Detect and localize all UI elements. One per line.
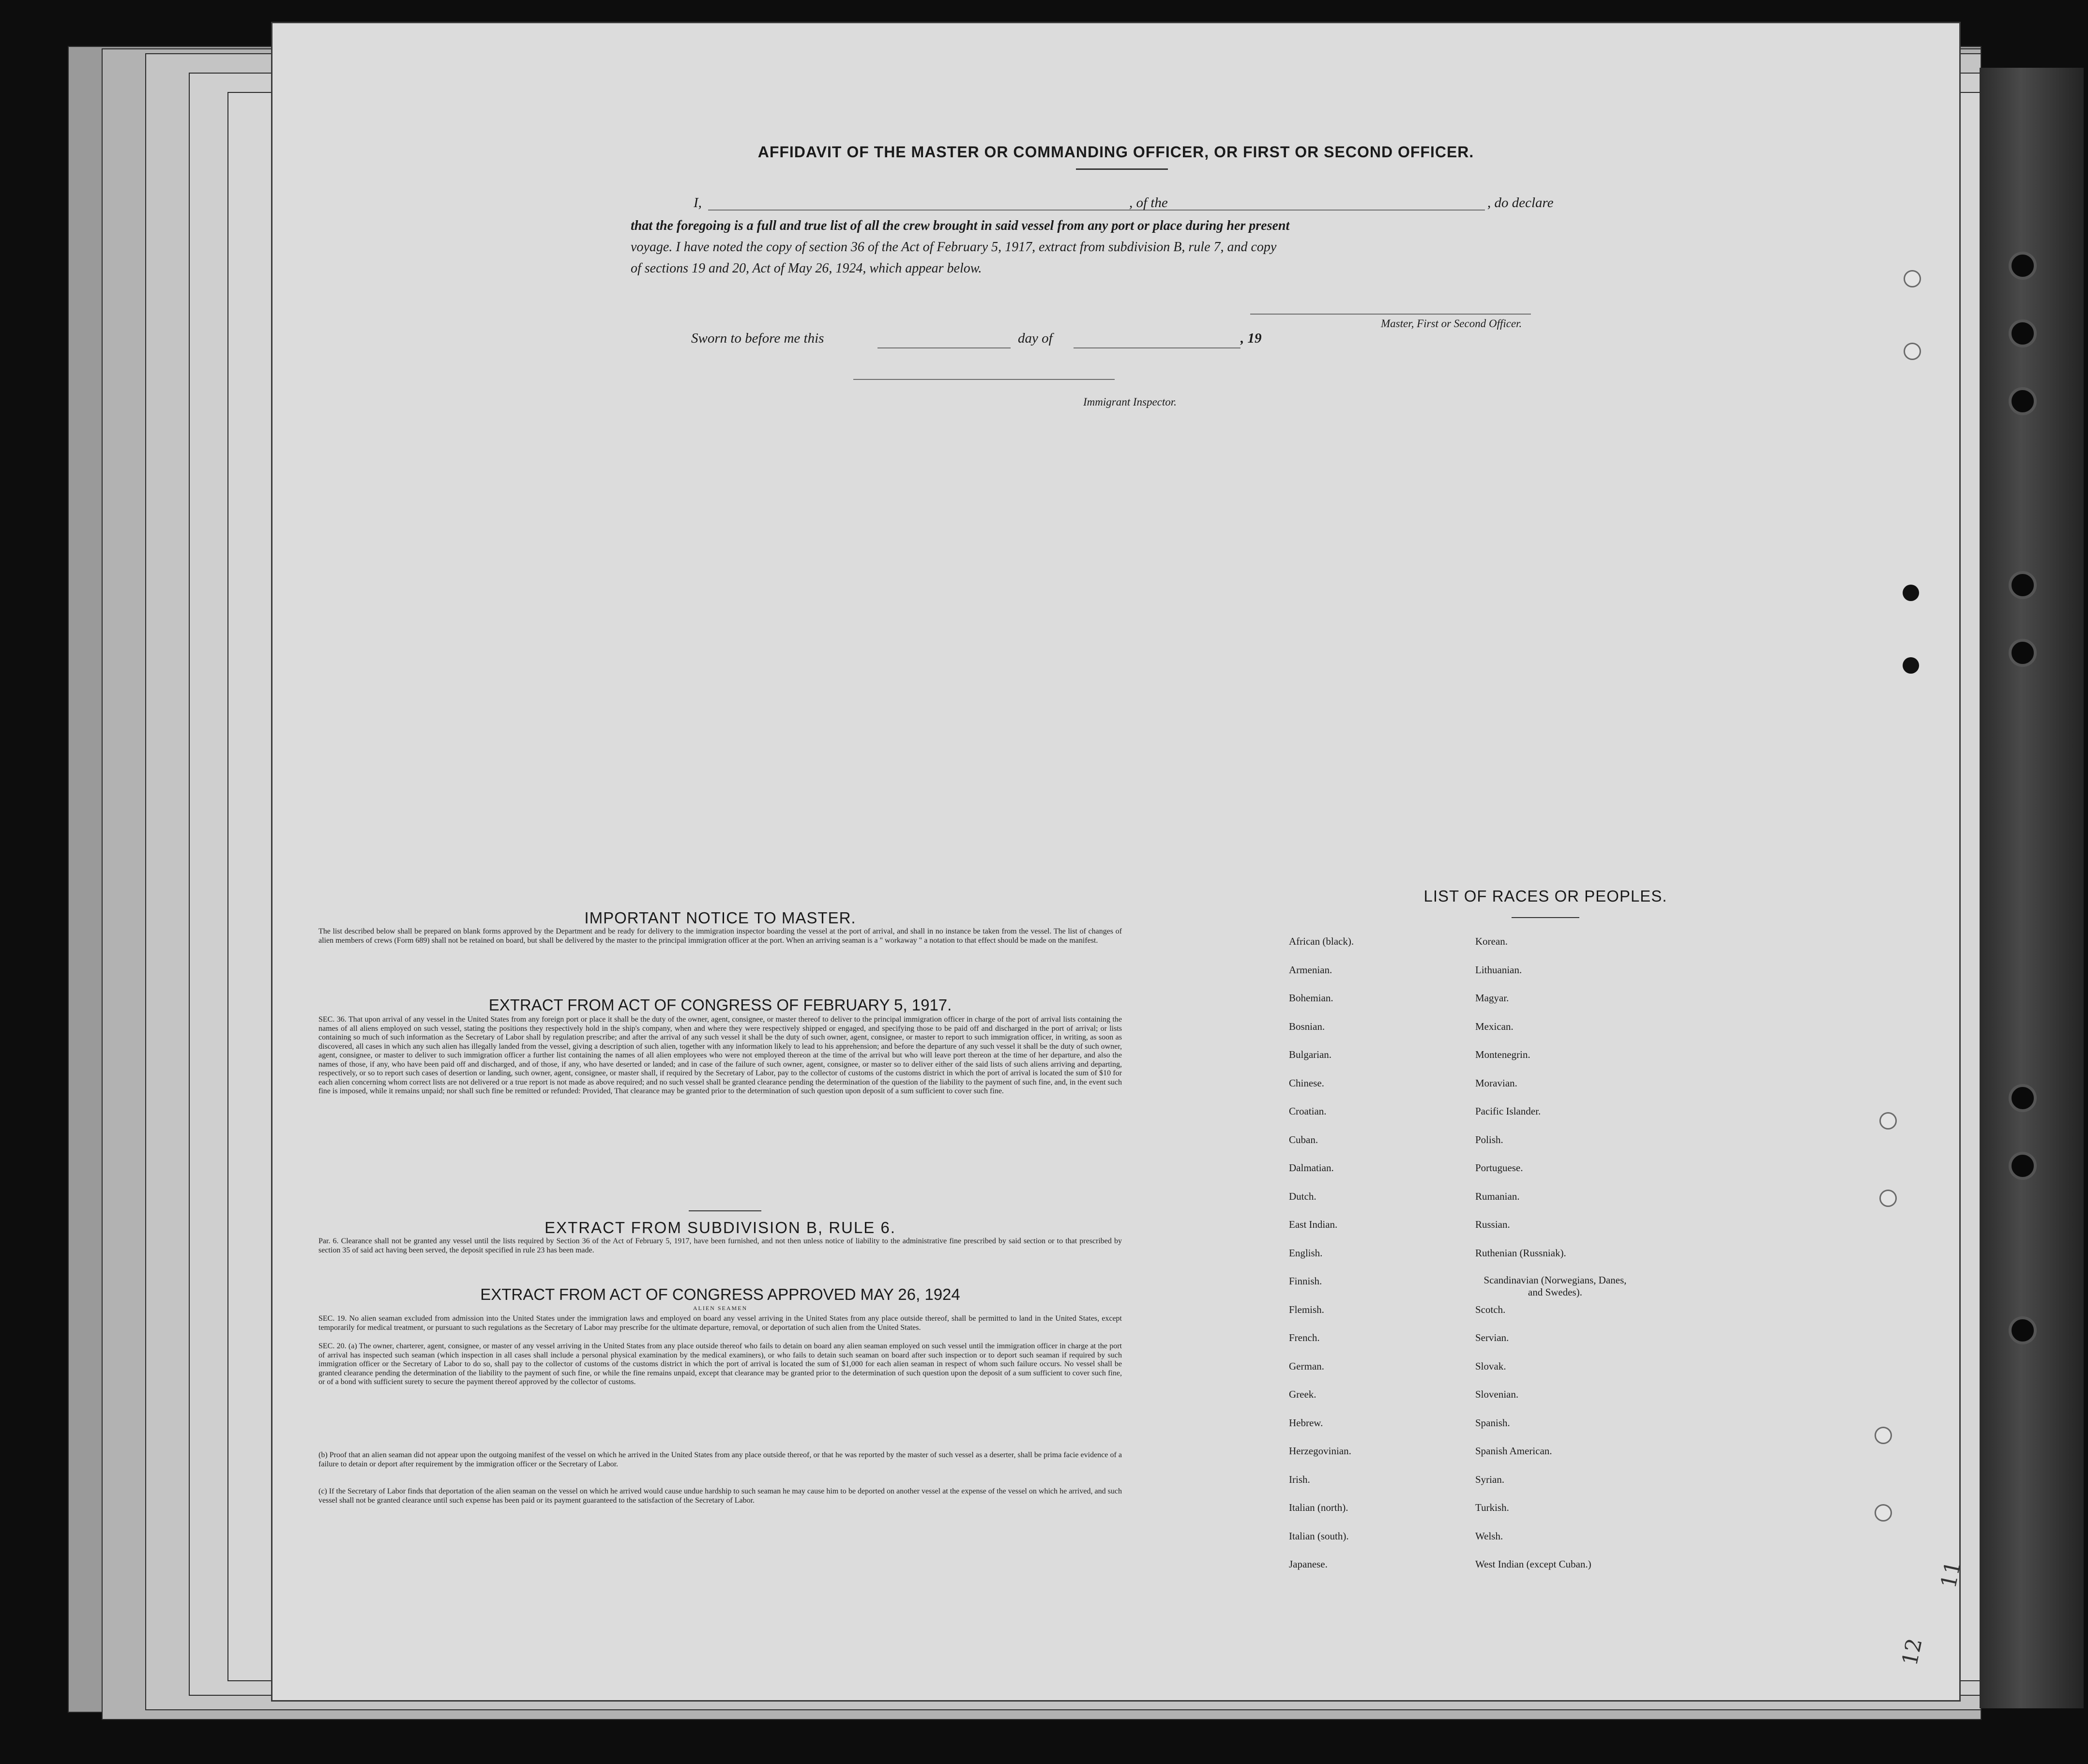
extract-1924-sec20c: (c) If the Secretary of Labor finds that deportation of the alien seaman on the vessel on which he arrived would cause undue hardship to such seaman he may cause him to be deported on another vessel at the expense of the vessel on which he arrived, and such vessel shall not be granted clearance until such expense has been paid or its payment guaranteed to the satisfaction of the Secretary of Labor. [318,1487,1122,1505]
month-blank [1074,347,1241,348]
punch-hole [1904,270,1921,287]
race-item: Italian (north). [1289,1502,1348,1513]
binder-hole [2009,387,2037,415]
race-item: Bohemian. [1289,992,1333,1004]
race-item: Slovak. [1475,1360,1506,1372]
affidavit-line-4: of sections 19 and 20, Act of May 26, 1924, which appear below. [631,261,982,276]
race-item: Finnish. [1289,1275,1322,1287]
race-item: Magyar. [1475,992,1509,1004]
race-item: Ruthenian (Russniak). [1475,1247,1566,1259]
extract-1924-sec20a: SEC. 20. (a) The owner, charterer, agent, consignee, or master of any vessel arriving in the United States from any place outside thereof who fails to detain on board any alien seaman employed on such vessel until the immigration officer in charge at the port of arrival has inspected such seaman (which inspection in all cases shall include a personal physical examination by the medical examiners), or who fails to detain such seaman on board after such inspection or to deport such seaman if required by such immigration officer or the Secretary of Labor to do so, shall pay to the collector of customs of the customs district in which the port of arrival is located the sum of $1,000 for each alien seaman in respect of whom such failure occurs. No vessel shall be granted clearance pending the determination of the liability to the payment of such fine, or while the fine remains unpaid, except that clearance may be granted prior to the determination of such question upon the deposit of a sum sufficient to cover such fine, or of a bond with sufficient surety to secure the payment thereof approved by the collector of customs. [318,1342,1122,1386]
race-item: Flemish. [1289,1303,1324,1315]
affidavit-of-the-label: , of the [1129,195,1168,211]
inspector-label: Immigrant Inspector. [1083,396,1177,408]
race-item: Russian. [1475,1219,1510,1230]
race-item: Moravian. [1475,1077,1517,1089]
handwritten-page-number: 11 [1936,1558,1966,1591]
race-item: Mexican. [1475,1020,1513,1032]
extract-1924-sec19: SEC. 19. No alien seaman excluded from admission into the United States under the immigration laws and employed on board any vessel arriving in the United States from any place outside thereof, shall be permitted to land in the United States, except temporarily for medical treatment, or pursuant to such regulations as the Secretary of Labor may prescribe for the ultimate departure, removal, or deportation of such alien from the United States. [318,1314,1122,1332]
race-item: Spanish. [1475,1417,1510,1429]
affidavit-line-2: that the foregoing is a full and true list of all the crew brought in said vessel from any port or place during her present [631,218,1290,233]
title-rule [1076,168,1168,170]
race-item: Portuguese. [1475,1162,1523,1174]
race-item: Servian. [1475,1332,1509,1343]
race-item: Scotch. [1475,1303,1506,1315]
race-item: Montenegrin. [1475,1049,1530,1060]
race-item: African (black). [1289,935,1354,947]
affidavit-line-3: voyage. I have noted the copy of section 36 of the Act of February 5, 1917, extract from subdivision B, rule 7, and copy [631,240,1277,255]
race-item: Cuban. [1289,1133,1318,1146]
inspector-signature-line [853,379,1115,380]
race-item: Turkish. [1475,1502,1509,1513]
affidavit-title: AFFIDAVIT OF THE MASTER OR COMMANDING OFFICER, OR FIRST OR SECOND OFFICER. [757,143,1474,161]
binder-hole [2009,1316,2037,1344]
race-item: Scandinavian (Norwegians, Danes, and Swedes). [1483,1274,1627,1298]
sworn-label: Sworn to before me this [691,331,824,346]
extract-1917-text: SEC. 36. That upon arrival of any vessel in the United States from any foreign port or place it shall be the duty of the owner, agent, consignee, or master thereof to deliver to the principal immigration officer in charge of the port of arrival lists containing the names of all aliens employed on such vessel, stating the positions they respectively hold in the ship's company, when and where they were respectively shipped or engaged, and specifying those to be paid off and discharged in the port of arrival; or lists containing so much of such information as the Secretary of Labor shall by regulation prescribe; and after the arrival of any such vessel it shall be the duty of such owner, agent, consignee, or master to report to such immigration officer, in writing, as soon as discovered, all cases in which any such alien has illegally landed from the vessel, giving a description of such alien, together with any information likely to lead to his apprehension; and before the departure of any such vessel it shall be the duty of such owner, agent, consignee, or master to deliver to such immigration officer a further list containing the names of all alien employees who were not employed thereon at the time of the arrival but who will leave port thereon at the time of her departure, and also the names of those, if any, who have been paid off and discharged, and of those, if any, who have deserted or landed; and in case of the failure of such owner, agent, consignee, or master so to deliver either of the said lists of such aliens arriving and departing, respectively, or so to report such cases of desertion or landing, such owner, agent, consignee, or master shall, if required by the Secretary of Labor, pay to the collector of customs of the customs district in which the port of arrival is located the sum of $10 for each alien concerning whom correct lists are not delivered or a true report is not made as above required; and no such vessel shall be granted clearance pending the determination of the question of the liability to the payment of such fine, and, in the event such fine is imposed, while it remains unpaid; nor shall such fine be remitted or refunded: Provided, That clearance may be granted prior to the determination of such question upon deposit of a sum sufficient to cover such fine. [318,1015,1122,1095]
notice-text: The list described below shall be prepared on blank forms approved by the Department and be ready for delivery to the immigration inspector boarding the vessel at the port of arrival, and shall in no instance be taken from the vessel. The list of changes of alien members of crews (Form 689) shall not be retained on board, but shall be delivered by the master to the principal immigration officer at the port. When an arriving seaman is a " workaway " a notation to that effect should be made on the manifest. [318,927,1122,945]
punch-hole [1875,1427,1892,1444]
race-item: Dutch. [1289,1190,1316,1202]
vessel-blank [1185,210,1485,211]
binder-strip [1980,68,2084,1708]
subdivision-title: EXTRACT FROM SUBDIVISION B, RULE 6. [545,1219,896,1236]
race-item: Herzegovinian. [1289,1445,1351,1457]
extract-1917-title: EXTRACT FROM ACT OF CONGRESS OF FEBRUARY 5, 1917. [488,996,952,1014]
master-signature-label: Master, First or Second Officer. [1381,317,1522,330]
binder-hole [2009,1152,2037,1180]
punch-hole [1875,1504,1892,1522]
extract-1924-sec20b: (b) Proof that an alien seaman did not appear upon the outgoing manifest of the vessel on which he arrived in the United States from any place outside thereof, or that he was reported by the master of such vessel as a deserter, shall be prima facie evidence of a failure to detain or deport after requirement by the immigration officer or the Secretary of Labor. [318,1451,1122,1468]
race-item: Croatian. [1289,1105,1327,1117]
race-item: Irish. [1289,1473,1310,1485]
binder-hole [2009,1084,2037,1112]
race-item: Italian (south). [1289,1530,1349,1542]
affidavit-declare-label: , do declare [1487,195,1554,211]
binder-hole [2009,319,2037,347]
affidavit-i-label: I, [694,195,702,211]
section-rule [689,1210,761,1211]
races-title: LIST OF RACES OR PEOPLES. [1423,887,1667,905]
race-item: Dalmatian. [1289,1162,1334,1174]
year-label: , 19 [1241,331,1262,346]
race-item: German. [1289,1360,1324,1372]
race-item: Polish. [1475,1133,1503,1146]
day-of-label: day of [1018,331,1053,346]
race-item: Chinese. [1289,1077,1324,1089]
race-item: Rumanian. [1475,1190,1520,1202]
punch-hole [1879,1190,1897,1207]
race-item: Korean. [1475,935,1508,947]
document-page [271,22,1966,1702]
binder-hole [2009,639,2037,667]
race-item: Bosnian. [1289,1020,1325,1032]
race-item: Bulgarian. [1289,1049,1332,1060]
punch-hole-filled [1903,657,1919,674]
extract-1924-title: EXTRACT FROM ACT OF CONGRESS APPROVED MAY 26, 1924 [480,1285,960,1303]
race-item: English. [1289,1247,1323,1259]
race-item: French. [1289,1332,1320,1343]
race-item: Hebrew. [1289,1417,1323,1429]
race-item: Greek. [1289,1388,1316,1400]
punch-hole-filled [1903,585,1919,601]
binder-hole [2009,571,2037,599]
race-item: Slovenian. [1475,1388,1519,1400]
race-item: Welsh. [1475,1530,1503,1542]
punch-hole [1904,343,1921,360]
extract-1924-subtitle: ALIEN SEAMEN [693,1305,748,1312]
race-item: Syrian. [1475,1473,1505,1485]
handwritten-page-number: 12 [1897,1636,1927,1668]
race-item: West Indian (except Cuban.) [1475,1558,1591,1570]
master-signature-line [1250,314,1531,315]
day-blank [878,347,1011,348]
race-item: Pacific Islander. [1475,1105,1541,1117]
race-item: Japanese. [1289,1558,1328,1570]
race-item: Spanish American. [1475,1445,1552,1457]
notice-title: IMPORTANT NOTICE TO MASTER. [584,909,856,927]
subdivision-text: Par. 6. Clearance shall not be granted any vessel until the lists required by Section 36 of the Act of February 5, 1917, have been furnished, and not then unless notice of liability to the administrative fine prescribed by said section or to that prescribed by section 35 of said act having been served, the deposit specified in rule 23 has been made. [318,1237,1122,1254]
race-item: Armenian. [1289,964,1332,976]
race-item: Lithuanian. [1475,964,1522,976]
races-rule [1512,917,1579,918]
binder-hole [2009,252,2037,280]
punch-hole [1879,1112,1897,1130]
race-item: East Indian. [1289,1219,1338,1230]
